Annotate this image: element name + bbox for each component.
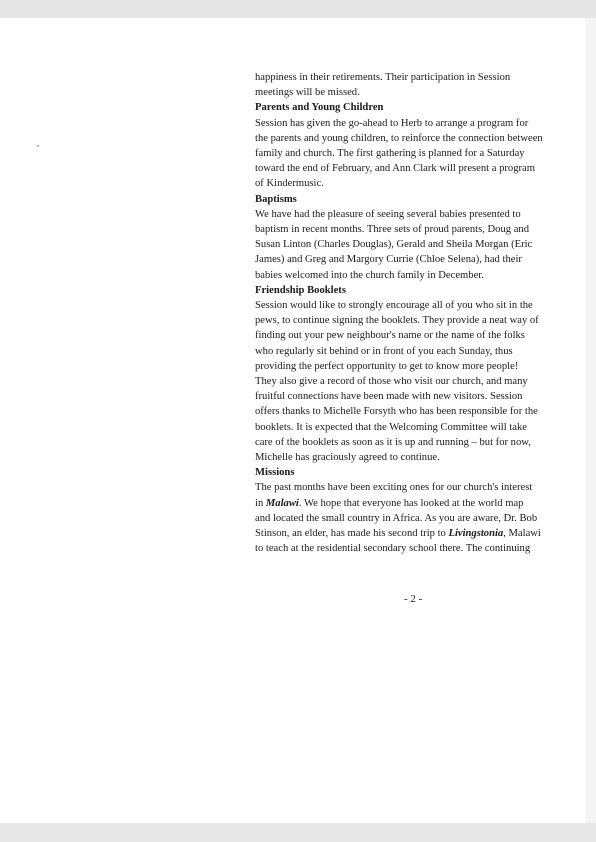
body-line: offers thanks to Michelle Forsyth who has been responsible for the [255, 406, 538, 418]
body-line: meetings will be missed. [255, 87, 360, 99]
text-column [255, 70, 581, 557]
scan-speck [37, 145, 39, 147]
section-heading: Parents and Young Children [255, 102, 384, 114]
text-run: in [255, 497, 266, 509]
text-run: , Malawi [503, 528, 541, 540]
section-heading: Missions [255, 467, 295, 479]
body-line: providing the perfect opportunity to get to know more people! [255, 360, 519, 372]
body-line: toward the end of February, and Ann Clark will present a program [255, 163, 535, 175]
section-baptisms [255, 192, 581, 283]
body-line: to teach at the residential secondary school there. The continuing [255, 543, 531, 555]
body-line: Michelle has graciously agreed to continue. [255, 452, 440, 464]
body-line: Session has given the go-ahead to Herb to arrange a program for [255, 117, 529, 129]
intro-paragraph [255, 70, 581, 100]
scan-bottom-band [0, 823, 596, 842]
body-line: James) and Greg and Margory Currie (Chloe Selena), had their [255, 254, 522, 266]
section-heading: Baptisms [255, 193, 297, 205]
section-missions [255, 465, 581, 556]
text-run: . We hope that everyone has looked at the world map [298, 497, 524, 509]
section-heading: Friendship Booklets [255, 284, 346, 296]
body-line: babies welcomed into the church family in December. [255, 269, 484, 281]
body-line: the parents and young children, to reinforce the connection between [255, 132, 543, 144]
body-line: We have had the pleasure of seeing several babies presented to [255, 208, 521, 220]
body-line: happiness in their retirements. Their participation in Session [255, 72, 511, 83]
body-line: of Kindermusic. [255, 178, 324, 190]
section-parents-young-children [255, 100, 581, 191]
body-line: Susan Linton (Charles Douglas), Gerald and Sheila Morgan (Eric [255, 239, 533, 251]
body-line: who regularly sit behind or in front of you each Sunday, thus [255, 345, 513, 357]
body-line: booklets. It is expected that the Welcoming Committee will take [255, 421, 527, 433]
body-line: family and church. The first gathering is planned for a Saturday [255, 148, 525, 160]
body-line: fruitful connections have been made with new visitors. Session [255, 391, 523, 403]
scan-top-band [0, 0, 596, 18]
body-line: Session would like to strongly encourage all of you who sit in the [255, 300, 533, 312]
body-line: finding out your pew neighbour's name or the name of the folks [255, 330, 525, 342]
body-line: They also give a record of those who visit our church, and many [255, 376, 528, 388]
place-name-emphasis: Livingstonia [448, 528, 504, 540]
page-number: - 2 - [404, 593, 423, 605]
body-line: care of the booklets as soon as it is up and running – but for now, [255, 436, 531, 448]
section-friendship-booklets [255, 283, 581, 465]
body-line [255, 496, 581, 511]
body-line: and located the small country in Africa. As you are aware, Dr. Bob [255, 512, 538, 524]
body-line: The past months have been exciting ones for our church's interest [255, 482, 533, 494]
body-line: baptism in recent months. Three sets of proud parents, Doug and [255, 224, 530, 236]
body-line [255, 526, 581, 541]
text-run: Stinson, an elder, has made his second trip to [255, 528, 449, 540]
place-name-emphasis: Malawi [265, 497, 299, 509]
body-line: pews, to continue signing the booklets. They provide a neat way of [255, 315, 539, 327]
page-right-edge [585, 18, 596, 823]
